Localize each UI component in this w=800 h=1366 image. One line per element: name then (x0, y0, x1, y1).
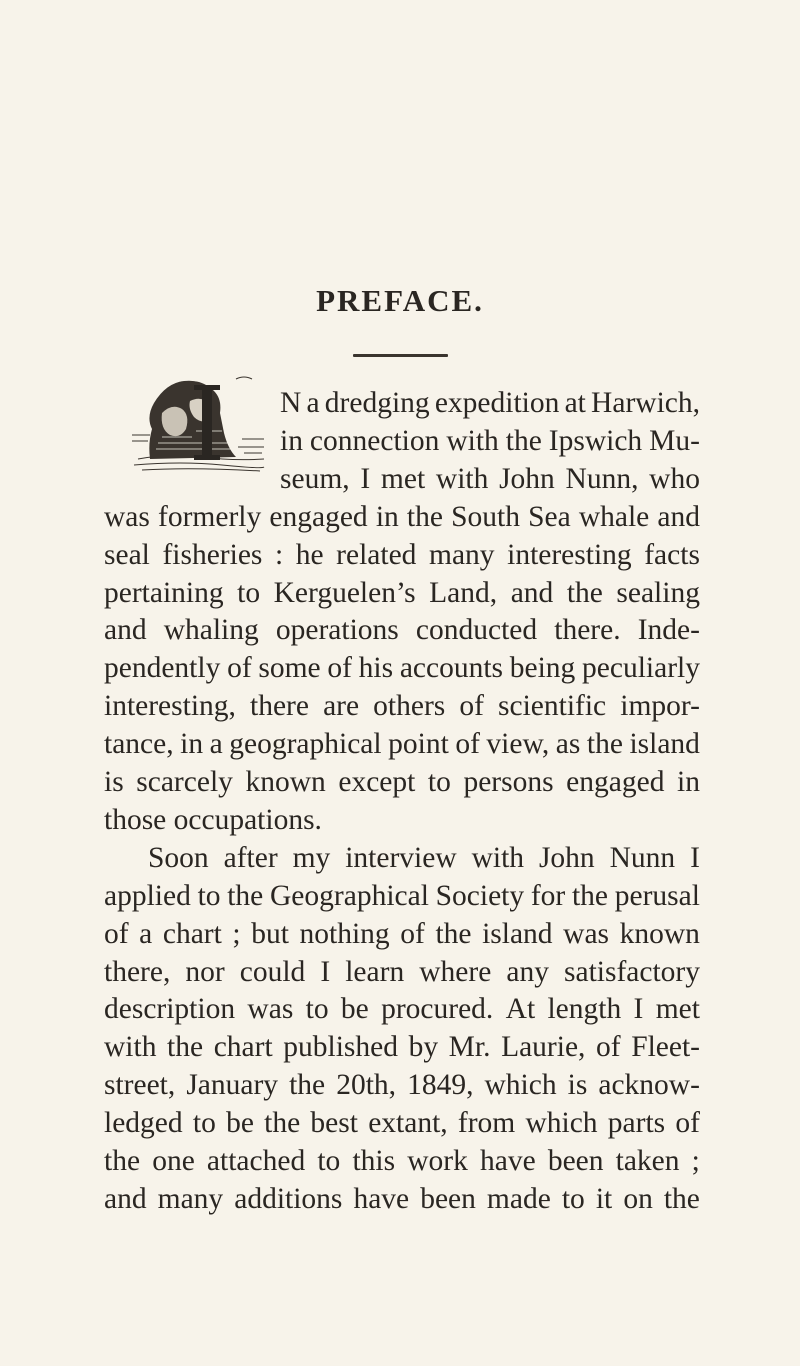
text-line (104, 500, 700, 533)
word: street, (104, 1069, 176, 1102)
word: Ipswich (548, 424, 643, 457)
word: for (530, 879, 566, 912)
word: satisfactory (564, 955, 700, 988)
word: length (547, 993, 622, 1026)
word: the (566, 576, 603, 609)
word: interesting, (104, 690, 236, 723)
word: there (250, 690, 309, 723)
word: there, (104, 955, 171, 988)
word: as (555, 728, 581, 761)
word: 20th, (336, 1069, 397, 1102)
text-line (280, 462, 700, 495)
word: formerly (158, 500, 262, 533)
word: the (167, 1031, 204, 1064)
text-line (104, 538, 700, 571)
word: but (251, 917, 289, 950)
word: John (538, 841, 595, 874)
word: he (295, 538, 324, 571)
word: ; (232, 917, 241, 950)
word: 1849, (407, 1069, 474, 1102)
word: interesting (507, 538, 632, 571)
word: Nunn, (565, 462, 639, 495)
word: Laurie, (501, 1031, 586, 1064)
word: to (427, 766, 451, 798)
word: who (649, 462, 700, 495)
word: attached (206, 1145, 306, 1177)
word: accounts (399, 652, 504, 685)
word: extant, (368, 1107, 448, 1140)
word: are (323, 690, 360, 723)
word: which (525, 1107, 598, 1140)
word: whale (578, 500, 650, 533)
word: procured. (381, 993, 494, 1026)
text-line (104, 576, 700, 609)
word: of (596, 1031, 621, 1064)
word: N (280, 387, 302, 419)
word: peculiarly (582, 652, 700, 685)
word: a (139, 917, 153, 950)
word: the (264, 1107, 301, 1140)
text-line: those occupations. (104, 803, 322, 836)
word: on (623, 1182, 653, 1215)
word: after (223, 841, 278, 874)
page-title: PREFACE. (316, 283, 484, 318)
text-line (104, 1109, 700, 1139)
word: and (510, 576, 554, 609)
word: be (226, 1107, 254, 1140)
word: which (484, 1069, 557, 1102)
text-line (148, 841, 700, 874)
word: dredging (324, 387, 430, 419)
text-line (104, 768, 700, 798)
word: ledged (104, 1107, 183, 1140)
word: best (310, 1107, 358, 1140)
word: Fleet- (631, 1031, 700, 1064)
text-line (280, 389, 700, 419)
word: to (197, 879, 221, 912)
word: scarcely (136, 766, 233, 798)
word: to (192, 1107, 216, 1140)
word: is (567, 1069, 588, 1102)
word: to (305, 993, 329, 1026)
word: the (505, 424, 542, 457)
word: of (227, 652, 252, 685)
word: been (420, 1182, 476, 1215)
word: engaged (566, 766, 665, 798)
word: the (104, 1145, 141, 1177)
word: to (561, 1182, 585, 1215)
word: in (280, 424, 303, 457)
word: At (505, 993, 536, 1026)
word: expedition (434, 387, 560, 419)
word: the (406, 500, 443, 533)
word: one (152, 1145, 195, 1177)
word: there. (554, 614, 621, 647)
word: pendently (104, 652, 221, 685)
text-line (104, 692, 700, 722)
word: of (459, 690, 484, 723)
word: his (358, 652, 394, 685)
word: connection (309, 424, 440, 457)
word: I (690, 841, 700, 874)
word: taken (615, 1145, 680, 1177)
word: whaling (163, 614, 259, 647)
word: the (435, 917, 472, 950)
word: was (104, 500, 150, 533)
word: made (486, 1182, 551, 1215)
word: my (292, 841, 331, 874)
word: interview (345, 841, 457, 874)
word: sealing (616, 576, 700, 609)
word: perusal (614, 879, 700, 912)
word: and (104, 1182, 147, 1215)
word: at (564, 387, 586, 419)
text-line (104, 1033, 700, 1063)
word: with (435, 462, 489, 495)
text-line (104, 616, 700, 646)
word: John (499, 462, 555, 495)
word: Inde- (637, 614, 700, 647)
word: seal (104, 538, 150, 571)
word: tance, (104, 728, 174, 761)
word: a (209, 728, 223, 761)
text-line (104, 1182, 700, 1215)
word: the (227, 879, 264, 912)
text-line (104, 654, 700, 684)
word: have (353, 1182, 410, 1215)
word: South (451, 500, 520, 533)
word: I (320, 955, 331, 988)
word: be (340, 993, 369, 1026)
word: some (258, 652, 321, 685)
word: Geographical (270, 879, 429, 912)
word: facts (644, 538, 700, 571)
word: was (247, 993, 294, 1026)
word: to (237, 576, 261, 609)
word: nor (185, 955, 225, 988)
word: acknow- (598, 1069, 700, 1102)
word: chart (213, 1031, 273, 1064)
text-line (104, 917, 700, 950)
word: chart (162, 917, 222, 950)
text-line (104, 730, 700, 760)
word: the (663, 1182, 700, 1215)
word: ; (691, 1145, 700, 1177)
word: geographical (229, 728, 382, 761)
drop-cap-illustration (132, 373, 266, 475)
word: where (419, 955, 492, 988)
word: known (619, 917, 700, 950)
word: being (509, 652, 576, 685)
word: met (655, 993, 700, 1026)
word: the (289, 1069, 326, 1102)
word: known (245, 766, 326, 798)
word: with (104, 1031, 157, 1064)
word: is (104, 766, 124, 798)
word: additions (234, 1182, 343, 1215)
word: description (104, 993, 236, 1026)
word: the (571, 879, 609, 912)
word: persons (463, 766, 554, 798)
word: and (657, 500, 700, 533)
word: with (471, 841, 525, 874)
word: Sea (528, 500, 571, 533)
word: many (157, 1182, 224, 1215)
word: related (336, 538, 417, 571)
word: work (407, 1145, 468, 1177)
text-line (104, 995, 700, 1025)
word: have (479, 1145, 536, 1177)
text-line (104, 955, 700, 988)
word: Nunn (609, 841, 676, 874)
word: in (375, 500, 399, 533)
word: from (457, 1107, 516, 1140)
word: others (373, 690, 446, 723)
word: conducted (415, 614, 538, 647)
word: island (629, 728, 700, 761)
word: fisheries (162, 538, 263, 571)
word: of (327, 652, 352, 685)
word: January (186, 1069, 279, 1102)
word: any (506, 955, 549, 988)
word: island (482, 917, 553, 950)
word: of (675, 1107, 700, 1140)
title-rule (353, 354, 448, 357)
text-line (280, 424, 700, 457)
drop-cap-letter-i (202, 387, 212, 457)
word: of (400, 917, 425, 950)
word: Mr. (448, 1031, 491, 1064)
word: Land, (429, 576, 498, 609)
word: impor- (620, 690, 700, 723)
word: in (677, 766, 700, 798)
word: Mu- (649, 424, 700, 457)
word: I (633, 993, 644, 1026)
text-line (104, 1071, 700, 1101)
word: a (306, 387, 320, 419)
word: published (283, 1031, 398, 1064)
word: learn (345, 955, 405, 988)
word: of (455, 728, 480, 761)
word: met (380, 462, 426, 495)
word: was (563, 917, 610, 950)
word: pertaining (104, 576, 224, 609)
word: of (104, 917, 129, 950)
text-line (104, 1147, 700, 1177)
word: in (180, 728, 204, 761)
word: Society (435, 879, 525, 912)
word: Harwich, (591, 387, 700, 419)
word: by (408, 1031, 439, 1064)
word: been (547, 1145, 604, 1177)
ornamental-drop-cap (132, 373, 266, 475)
word: : (274, 538, 284, 571)
word: could (239, 955, 306, 988)
word: Kerguelen’s (273, 576, 416, 609)
word: it (595, 1182, 613, 1215)
word: engaged (269, 500, 368, 533)
word: the (586, 728, 623, 761)
word: and (104, 614, 147, 647)
word: operations (275, 614, 399, 647)
word: many (429, 538, 495, 571)
word: with (446, 424, 499, 457)
word: Soon (148, 841, 209, 874)
word: parts (607, 1107, 666, 1140)
word: scientific (498, 690, 607, 723)
word: applied (104, 879, 191, 912)
word: I (360, 462, 371, 495)
word: except (338, 766, 416, 798)
word: seum, (280, 462, 350, 495)
word: point (388, 728, 449, 761)
word: this (352, 1145, 396, 1177)
word: nothing (299, 917, 390, 950)
text-line (104, 879, 700, 912)
word: view, (486, 728, 550, 761)
word: to (317, 1145, 341, 1177)
